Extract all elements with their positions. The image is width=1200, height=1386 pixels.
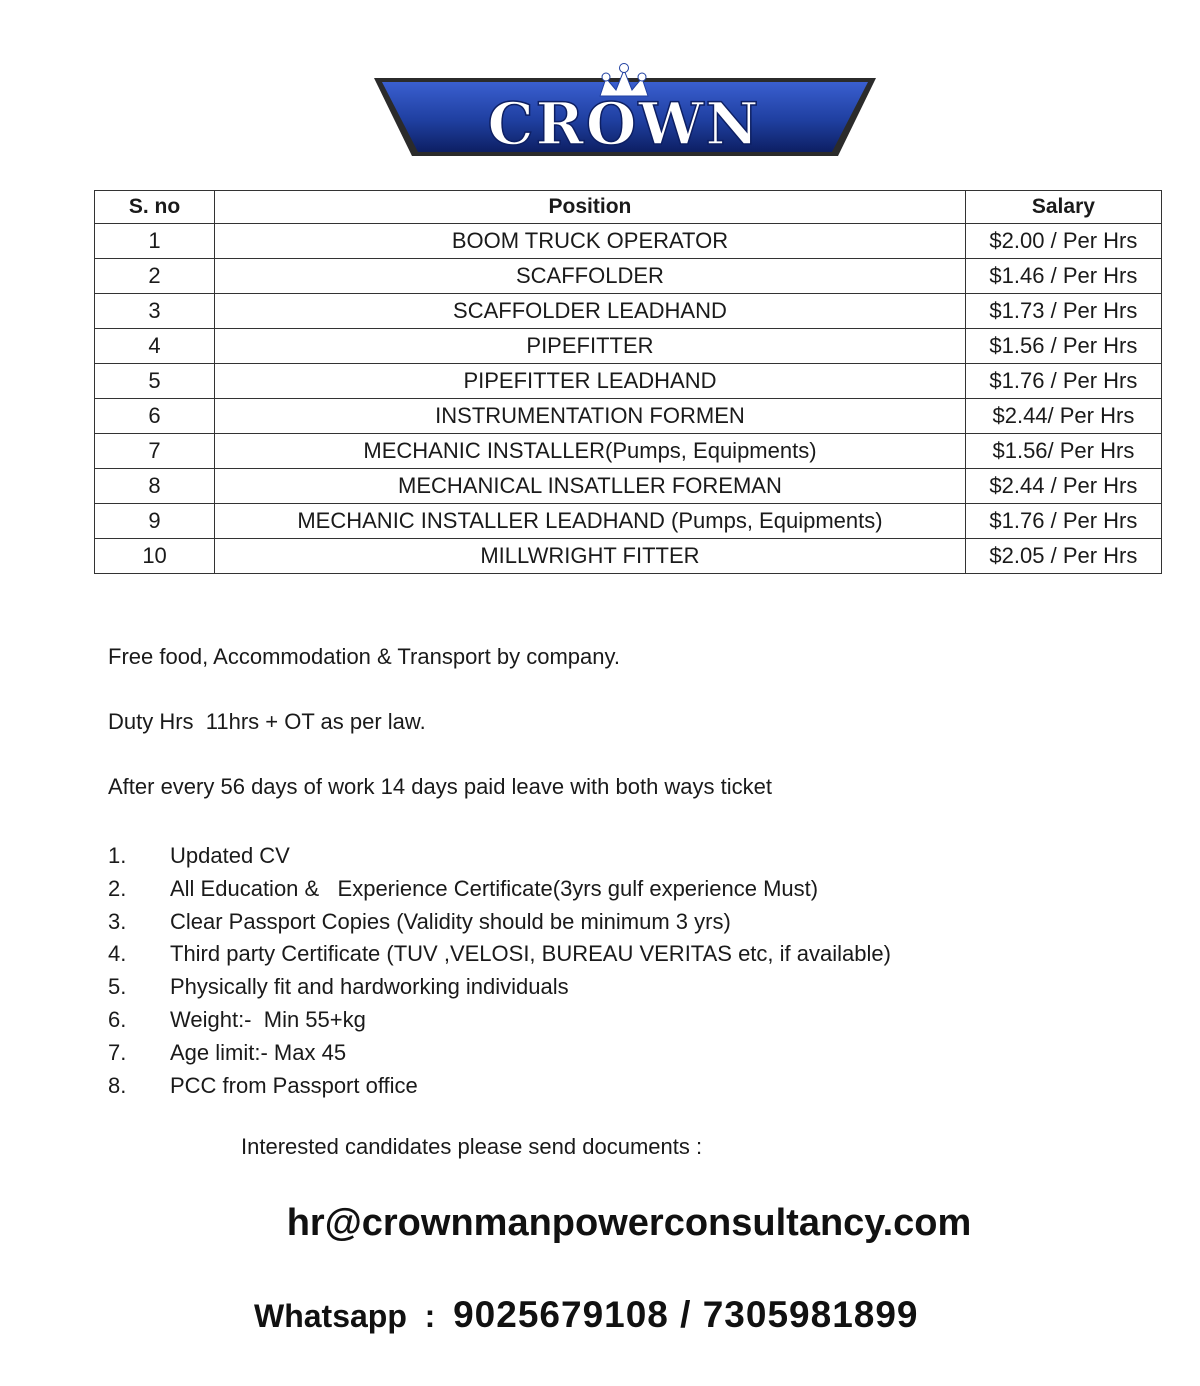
row-position: PIPEFITTER LEADHAND (215, 364, 966, 399)
row-sno: 1 (95, 224, 215, 259)
list-item-text: Clear Passport Copies (Validity should be minimum 3 yrs) (170, 908, 731, 934)
row-salary: $1.56 / Per Hrs (965, 329, 1161, 364)
requirements-list (108, 840, 891, 1102)
row-position: INSTRUMENTATION FORMEN (215, 399, 966, 434)
row-sno: 2 (95, 259, 215, 294)
list-item (108, 840, 891, 873)
list-item (108, 873, 891, 906)
table-row (95, 539, 1162, 574)
table-row (95, 329, 1162, 364)
list-item-text: Physically fit and hardworking individuals (170, 974, 569, 1000)
crown-logo-banner (372, 56, 876, 160)
crown-logo (372, 56, 876, 160)
list-item-number: 7. (108, 1039, 127, 1065)
row-position: PIPEFITTER (215, 329, 966, 364)
list-item-text: All Education & Experience Certificate(3yrs gulf experience Must) (170, 875, 819, 901)
whatsapp-numbers[interactable]: 9025679108 / 7305981899 (453, 1294, 919, 1335)
row-salary: $2.44/ Per Hrs (965, 399, 1161, 434)
table-row (95, 469, 1162, 504)
row-salary: $2.00 / Per Hrs (965, 224, 1161, 259)
row-salary: $1.56/ Per Hrs (965, 434, 1161, 469)
header-position: Position (215, 191, 966, 224)
list-item-text: Weight:- Min 55+kg (170, 1006, 366, 1032)
row-salary: $2.05 / Per Hrs (965, 539, 1161, 574)
list-item (108, 1037, 891, 1070)
row-position: SCAFFOLDER (215, 259, 966, 294)
send-documents-text: Interested candidates please send documents : (241, 1134, 703, 1159)
list-item-text: Third party Certificate (TUV ,VELOSI, BUREAU VERITAS etc, if available) (170, 941, 891, 967)
list-item-number: 2. (108, 875, 127, 901)
contact-email-link[interactable]: hr@crownmanpowerconsultancy.com (286, 1202, 972, 1244)
row-sno: 6 (95, 399, 215, 434)
table-header-row (95, 191, 1162, 224)
row-position: MILLWRIGHT FITTER (215, 539, 966, 574)
row-sno: 4 (95, 329, 215, 364)
list-item (108, 1004, 891, 1037)
list-item-number: 5. (108, 974, 127, 1000)
row-position: SCAFFOLDER LEADHAND (215, 294, 966, 329)
row-salary: $1.46 / Per Hrs (965, 259, 1161, 294)
row-salary: $1.76 / Per Hrs (965, 504, 1161, 539)
positions-table (94, 190, 1162, 574)
list-item (108, 1070, 891, 1103)
table-row (95, 294, 1162, 329)
list-item-text: Age limit:- Max 45 (170, 1039, 347, 1065)
row-position: BOOM TRUCK OPERATOR (215, 224, 966, 259)
row-sno: 3 (95, 294, 215, 329)
list-item (108, 906, 891, 939)
list-item-number: 4. (108, 941, 127, 967)
table-row (95, 364, 1162, 399)
list-item-number: 3. (108, 908, 127, 934)
table-row (95, 224, 1162, 259)
benefit-leave-text: After every 56 days of work 14 days paid leave with both ways ticket (108, 774, 772, 799)
row-salary: $1.76 / Per Hrs (965, 364, 1161, 399)
list-item-number: 8. (108, 1072, 127, 1098)
table-row (95, 434, 1162, 469)
whatsapp-contact (254, 1294, 919, 1336)
table-row (95, 259, 1162, 294)
row-position: MECHANICAL INSATLLER FOREMAN (215, 469, 966, 504)
row-sno: 8 (95, 469, 215, 504)
row-salary: $1.73 / Per Hrs (965, 294, 1161, 329)
row-position: MECHANIC INSTALLER(Pumps, Equipments) (215, 434, 966, 469)
benefit-food-text: Free food, Accommodation & Transport by company. (108, 644, 620, 669)
list-item (108, 938, 891, 971)
list-item (108, 971, 891, 1004)
row-sno: 7 (95, 434, 215, 469)
row-position: MECHANIC INSTALLER LEADHAND (Pumps, Equipments) (215, 504, 966, 539)
header-salary: Salary (965, 191, 1161, 224)
table-row (95, 399, 1162, 434)
row-sno: 5 (95, 364, 215, 399)
table-row (95, 504, 1162, 539)
header-sno: S. no (95, 191, 215, 224)
list-item-number: 6. (108, 1006, 127, 1032)
list-item-text: Updated CV (170, 843, 290, 868)
list-item-number: 1. (108, 843, 127, 868)
row-sno: 10 (95, 539, 215, 574)
logo-text: CROWN (487, 90, 761, 158)
list-item-text: PCC from Passport office (170, 1072, 418, 1098)
benefit-duty-text: Duty Hrs 11hrs + OT as per law. (108, 709, 426, 734)
whatsapp-label: Whatsapp : (254, 1298, 454, 1334)
row-salary: $2.44 / Per Hrs (965, 469, 1161, 504)
row-sno: 9 (95, 504, 215, 539)
